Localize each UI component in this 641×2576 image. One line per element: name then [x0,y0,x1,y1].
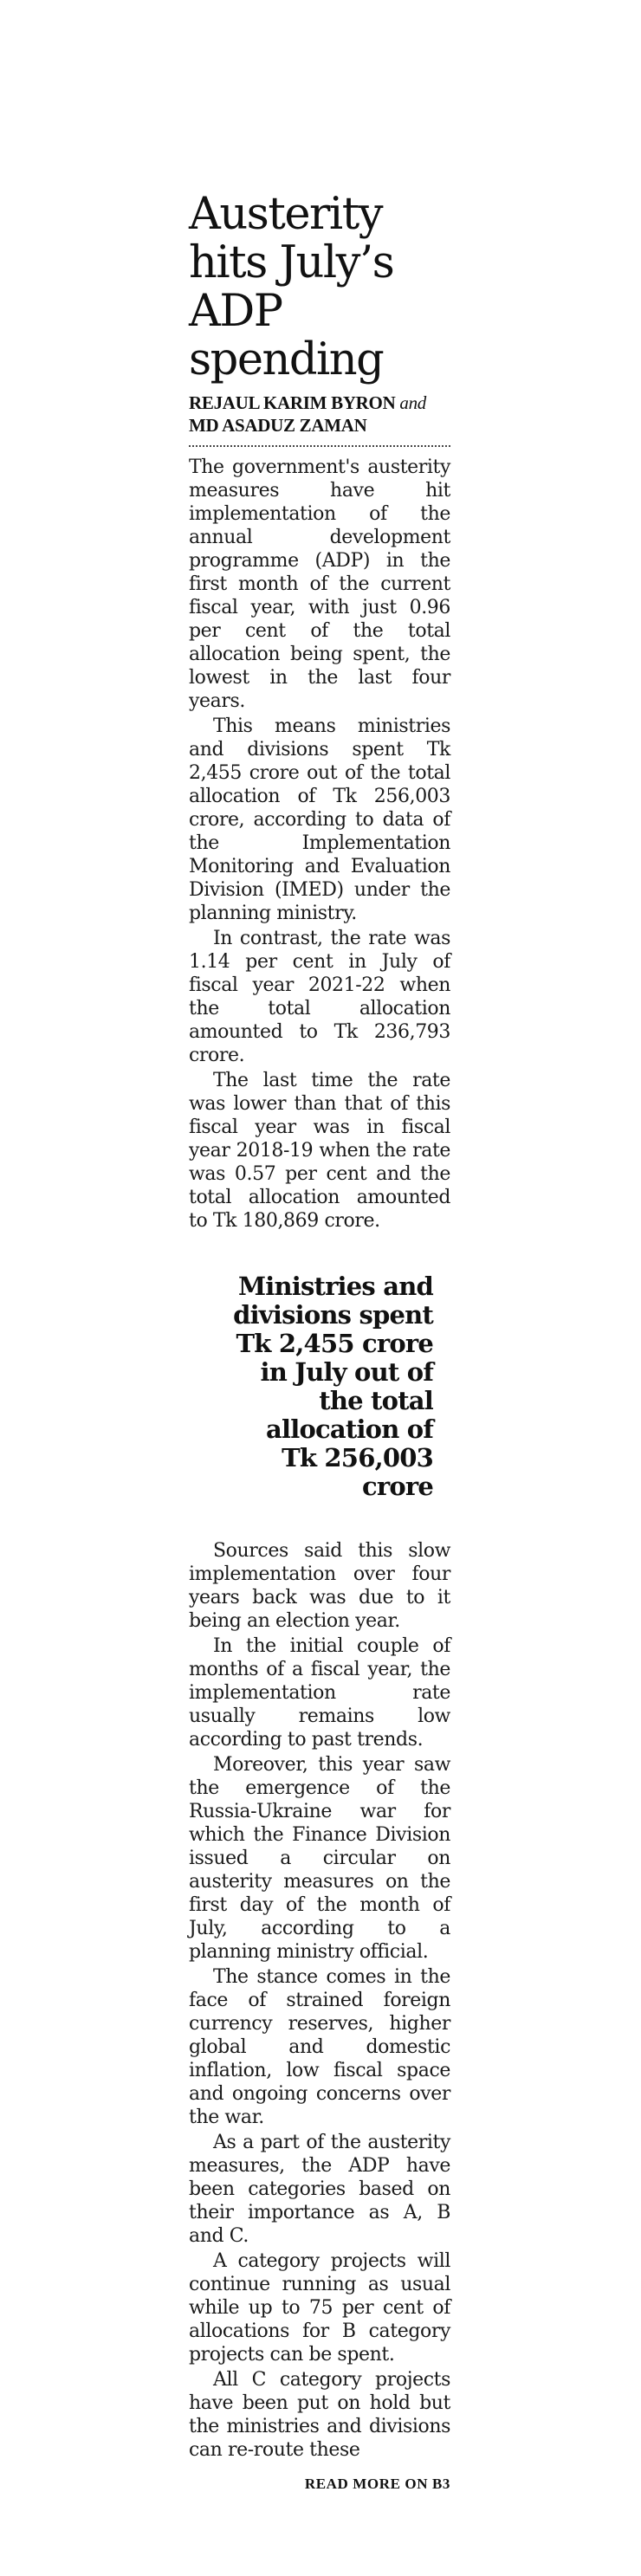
paragraph: This means ministries and divisions spent Tk 2,455 crore out of the total allocation of Tk 256,003 crore, according to data of the Implementation Monitoring and Evaluation Division (IMED) under the planning ministry. [189,715,450,924]
paragraph: All C category projects have been put on hold but the ministries and divisions can re-route these [189,2369,450,2461]
dotted-divider [189,445,450,447]
paragraph: In the initial couple of months of a fiscal year, the implementation rate usually remains low according to past trends. [189,1635,450,1751]
paragraph: In contrast, the rate was 1.14 per cent in July of fiscal year 2021-22 when the total allocation amounted to Tk 236,793 crore. [189,928,450,1066]
pull-quote: Ministries and divisions spent Tk 2,455 crore in July out of the total allocation of Tk 256,003 crore [233,1272,433,1501]
paragraph: As a part of the austerity measures, the ADP have been categories based on their importance as A, B and C. [189,2132,450,2247]
article-body [189,456,450,2462]
paragraph: Sources said this slow implementation over four years back was due to it being an election year. [189,1540,450,1632]
paragraph: The government's austerity measures have hit implementation of the annual development programme (ADP) in the first month of the current fiscal year, with just 0.96 per cent of the total allocation being spent, the lowest in the last four years. [189,456,450,712]
paragraph: The last time the rate was lower than that of this fiscal year was in fiscal year 2018-19 when the rate was 0.57 per cent and the total allocation amounted to Tk 180,869 crore. [189,1070,450,1232]
byline-conjunction: and [399,392,427,413]
paragraph: A category projects will continue running as usual while up to 75 per cent of allocations for B category projects can be spent. [189,2250,450,2366]
news-article [189,191,450,2493]
continuation-reference: READ MORE ON B3 [304,2476,450,2492]
headline: Austerity hits July’s ADP spending [189,189,394,385]
author-name: MD ASADUZ ZAMAN [189,415,367,436]
paragraph: The stance comes in the face of strained foreign currency reserves, higher global and domestic inflation, low fiscal space and ongoing concerns over the war. [189,1966,450,2128]
byline [189,392,450,437]
author-name: REJAUL KARIM BYRON [189,392,396,413]
paragraph: Moreover, this year saw the emergence of the Russia-Ukraine war for which the Finance Division issued a circular on austerity measures on the first day of the month of July, according to a planning ministry official. [189,1754,450,1963]
